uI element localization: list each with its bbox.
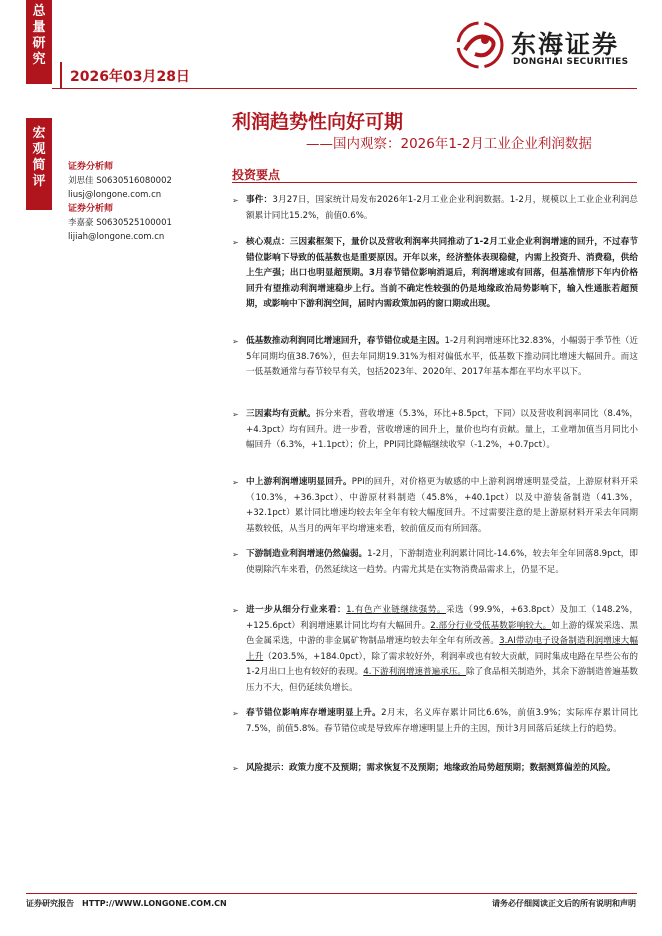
bullet-point-4: 4.下游利润增速普遍承压。 bbox=[363, 667, 467, 678]
donghai-logo-icon bbox=[455, 20, 505, 70]
header-divider bbox=[52, 88, 637, 89]
logo-chinese-name: 东海证券 bbox=[511, 30, 620, 59]
company-logo bbox=[455, 20, 640, 80]
arrow-bullet-icon: ➢ bbox=[232, 550, 239, 559]
list-item bbox=[232, 475, 638, 537]
analyst-name: 刘思佳 S0630516080002 bbox=[68, 176, 172, 186]
bullet-text: 1-2月利润增速环比32.83%，小幅弱于季节性（近5年同期均值38.76%），但去年同期19.31%为相对偏低水平，低基数下推动同比增速大幅回升。而这一低基数通常与春节较早有关，包括2023年、2020年、2017年基本都在平均水平以下。 bbox=[246, 336, 638, 378]
bullet-lead: 下游制造业利润增速仍然偏弱。 bbox=[246, 549, 368, 559]
bullet-text: 如上游的煤炭采选、黑色金属采选，中游的非金属矿物制品增速均较去年全年有所改善。 bbox=[246, 620, 638, 647]
list-item bbox=[232, 235, 638, 313]
report-date: 2026年03月28日 bbox=[70, 69, 190, 85]
footer-divider bbox=[26, 893, 637, 894]
section-divider bbox=[232, 182, 637, 183]
sidebar-tab-char: 观 bbox=[32, 142, 46, 157]
arrow-bullet-icon: ➢ bbox=[232, 337, 239, 346]
bullet-lead: 核心观点：三因素框架下，量价以及营收利润率共同推动了1-2月工业企业利润增速的回升，不过春节错位影响下导致的低基数也是重要原因。开年以来，经济整体表现稳健，内需上投资升、消费稳，供给上生产强；出口也明显超预期。3月春节错位影响消退后，利润增速或有回落，但基准情形下年内价格回升有望推动利润增速稳步上行。当前不确定性较强的仍是地缘政治局势影响下，输入性通胀若超预期，或影响中下游利润空间，届时内需政策加码的窗口期或出现。 bbox=[246, 237, 638, 310]
analyst-name: 李嘉豪 S0630525100001 bbox=[68, 218, 172, 228]
arrow-bullet-icon: ➢ bbox=[232, 606, 239, 615]
list-item bbox=[232, 706, 638, 737]
sidebar-tab-char: 研 bbox=[32, 36, 46, 51]
bullet-point-2: 2.部分行业受低基数影响较大。 bbox=[430, 620, 552, 631]
analyst-info bbox=[68, 160, 228, 244]
section-title: 投资要点 bbox=[232, 168, 281, 182]
bullet-lead: 风险提示：政策力度不及预期；需求恢复不及预期；地缘政治局势超预期；数据测算偏差的风险。 bbox=[246, 763, 616, 773]
bullet-text: 采选（99.9%，+63.8pct）及加工（148.2%，+125.6pct）利润增速累计同比均有大幅回升。 bbox=[246, 605, 638, 631]
analyst-email[interactable]: lijiah@longone.com.cn bbox=[68, 232, 165, 242]
analyst-role: 证券分析师 bbox=[68, 204, 114, 214]
arrow-bullet-icon: ➢ bbox=[232, 478, 239, 487]
list-item bbox=[232, 407, 638, 454]
list-item bbox=[232, 193, 638, 224]
bullet-text: 3月27日，国家统计局发布2026年1-2月工业企业利润数据。1-2月，规模以上工业企业利润总额累计同比15.2%，前值0.6%。 bbox=[246, 195, 638, 221]
sidebar-tab-char: 究 bbox=[32, 52, 46, 67]
sidebar-tab-char: 宏 bbox=[32, 126, 46, 141]
list-item bbox=[232, 761, 638, 777]
bullet-lead: 春节错位影响库存增速明显上升。 bbox=[246, 708, 382, 718]
logo-english-name: DONGHAI SECURITIES bbox=[513, 57, 629, 67]
arrow-bullet-icon: ➢ bbox=[232, 238, 239, 247]
list-item bbox=[232, 547, 638, 578]
bullet-text: 拆分来看，营收增速（5.3%，环比+8.5pct，下同）以及营收利润率同比（8.4%，+4.3pct）均有回升。进一步看，营收增速的回升上，量价也均有贡献。量上，工业增加值当月同比小幅回升（6.3%，+1.1pct）；价上，PPI同比降幅继续收窄（-1.2%，+0.7pct）。 bbox=[246, 409, 638, 451]
bullet-text: 2月末，名义库存累计同比6.6%，前值3.9%；实际库存累计同比7.5%，前值5.8%。春节错位或是导致库存增速明显上升的主因，预计3月回落后延续上行的趋势。 bbox=[246, 708, 638, 734]
sidebar-tab-char: 评 bbox=[32, 174, 46, 189]
arrow-bullet-icon: ➢ bbox=[232, 709, 239, 718]
sidebar-tab-macro bbox=[26, 118, 52, 210]
sidebar-tab-char: 量 bbox=[32, 20, 46, 35]
bullet-text: PPI的回升，对价格更为敏感的中上游利润增速明显受益，上游原材料开采（10.3%，+36.3pct）、中游原材料制造（45.8%，+40.1pct）以及中游装备制造（41.3%，+32.1pct）累计同比增速均较去年全年有较大幅度回升。不过需要注意的是上游原材料开采去年同期基数较低，从当月的两年平均增速来看，较前值反而有所回落。 bbox=[246, 477, 638, 534]
list-item bbox=[232, 334, 638, 381]
arrow-bullet-icon: ➢ bbox=[232, 410, 239, 419]
arrow-bullet-icon: ➢ bbox=[232, 196, 239, 205]
bullet-text: 1-2月，下游制造业利润累计同比-14.6%，较去年全年回落8.9pct，即使剔除汽车来看，仍然延续这一趋势。内需尤其是在实物消费品需求上，仍显不足。 bbox=[246, 549, 638, 575]
sidebar-tab-research bbox=[26, 0, 52, 84]
sidebar-tab-char: 总 bbox=[32, 4, 46, 19]
report-subtitle: ——国内观察：2026年1-2月工业企业利润数据 bbox=[306, 136, 592, 152]
arrow-bullet-icon: ➢ bbox=[232, 764, 239, 773]
footer-disclaimer: 请务必仔细阅读正文后的所有说明和声明 bbox=[492, 899, 636, 908]
header-accent-bar bbox=[60, 62, 62, 88]
bullet-lead: 进一步从细分行业来看： bbox=[246, 605, 347, 615]
analyst-role: 证券分析师 bbox=[68, 162, 114, 172]
sidebar-tab-char: 简 bbox=[32, 158, 46, 173]
bullet-lead: 三因素均有贡献。 bbox=[246, 409, 316, 419]
bullet-lead: 事件： bbox=[246, 195, 273, 205]
bullet-lead: 低基数推动利润同比增速回升，春节错位或是主因。 bbox=[246, 336, 445, 346]
analyst-email[interactable]: liusj@longone.com.cn bbox=[68, 190, 162, 200]
bullet-point-1: 1.有色产业链继续强势。 bbox=[346, 605, 446, 615]
bullet-point-3: 3.AI带动电子设备制造利润增速大幅上升 bbox=[246, 636, 638, 662]
bullet-text: 除了食品相关制造外，其余下游制造普遍基数压力不大，但仍延续负增长。 bbox=[246, 667, 638, 693]
footer-website[interactable]: 证券研究报告 HTTP://WWW.LONGONE.COM.CN bbox=[26, 899, 227, 908]
list-item bbox=[232, 603, 638, 697]
bullet-lead: 中上游利润增速明显回升。 bbox=[246, 477, 352, 487]
report-title: 利润趋势性向好可期 bbox=[232, 111, 404, 133]
bullet-text: （203.5%，+184.0pct），除了需求较好外，利润率或也有较大贡献，同时集成电路在早些公布的1-2月出口上也有较好的表现。 bbox=[246, 651, 638, 678]
